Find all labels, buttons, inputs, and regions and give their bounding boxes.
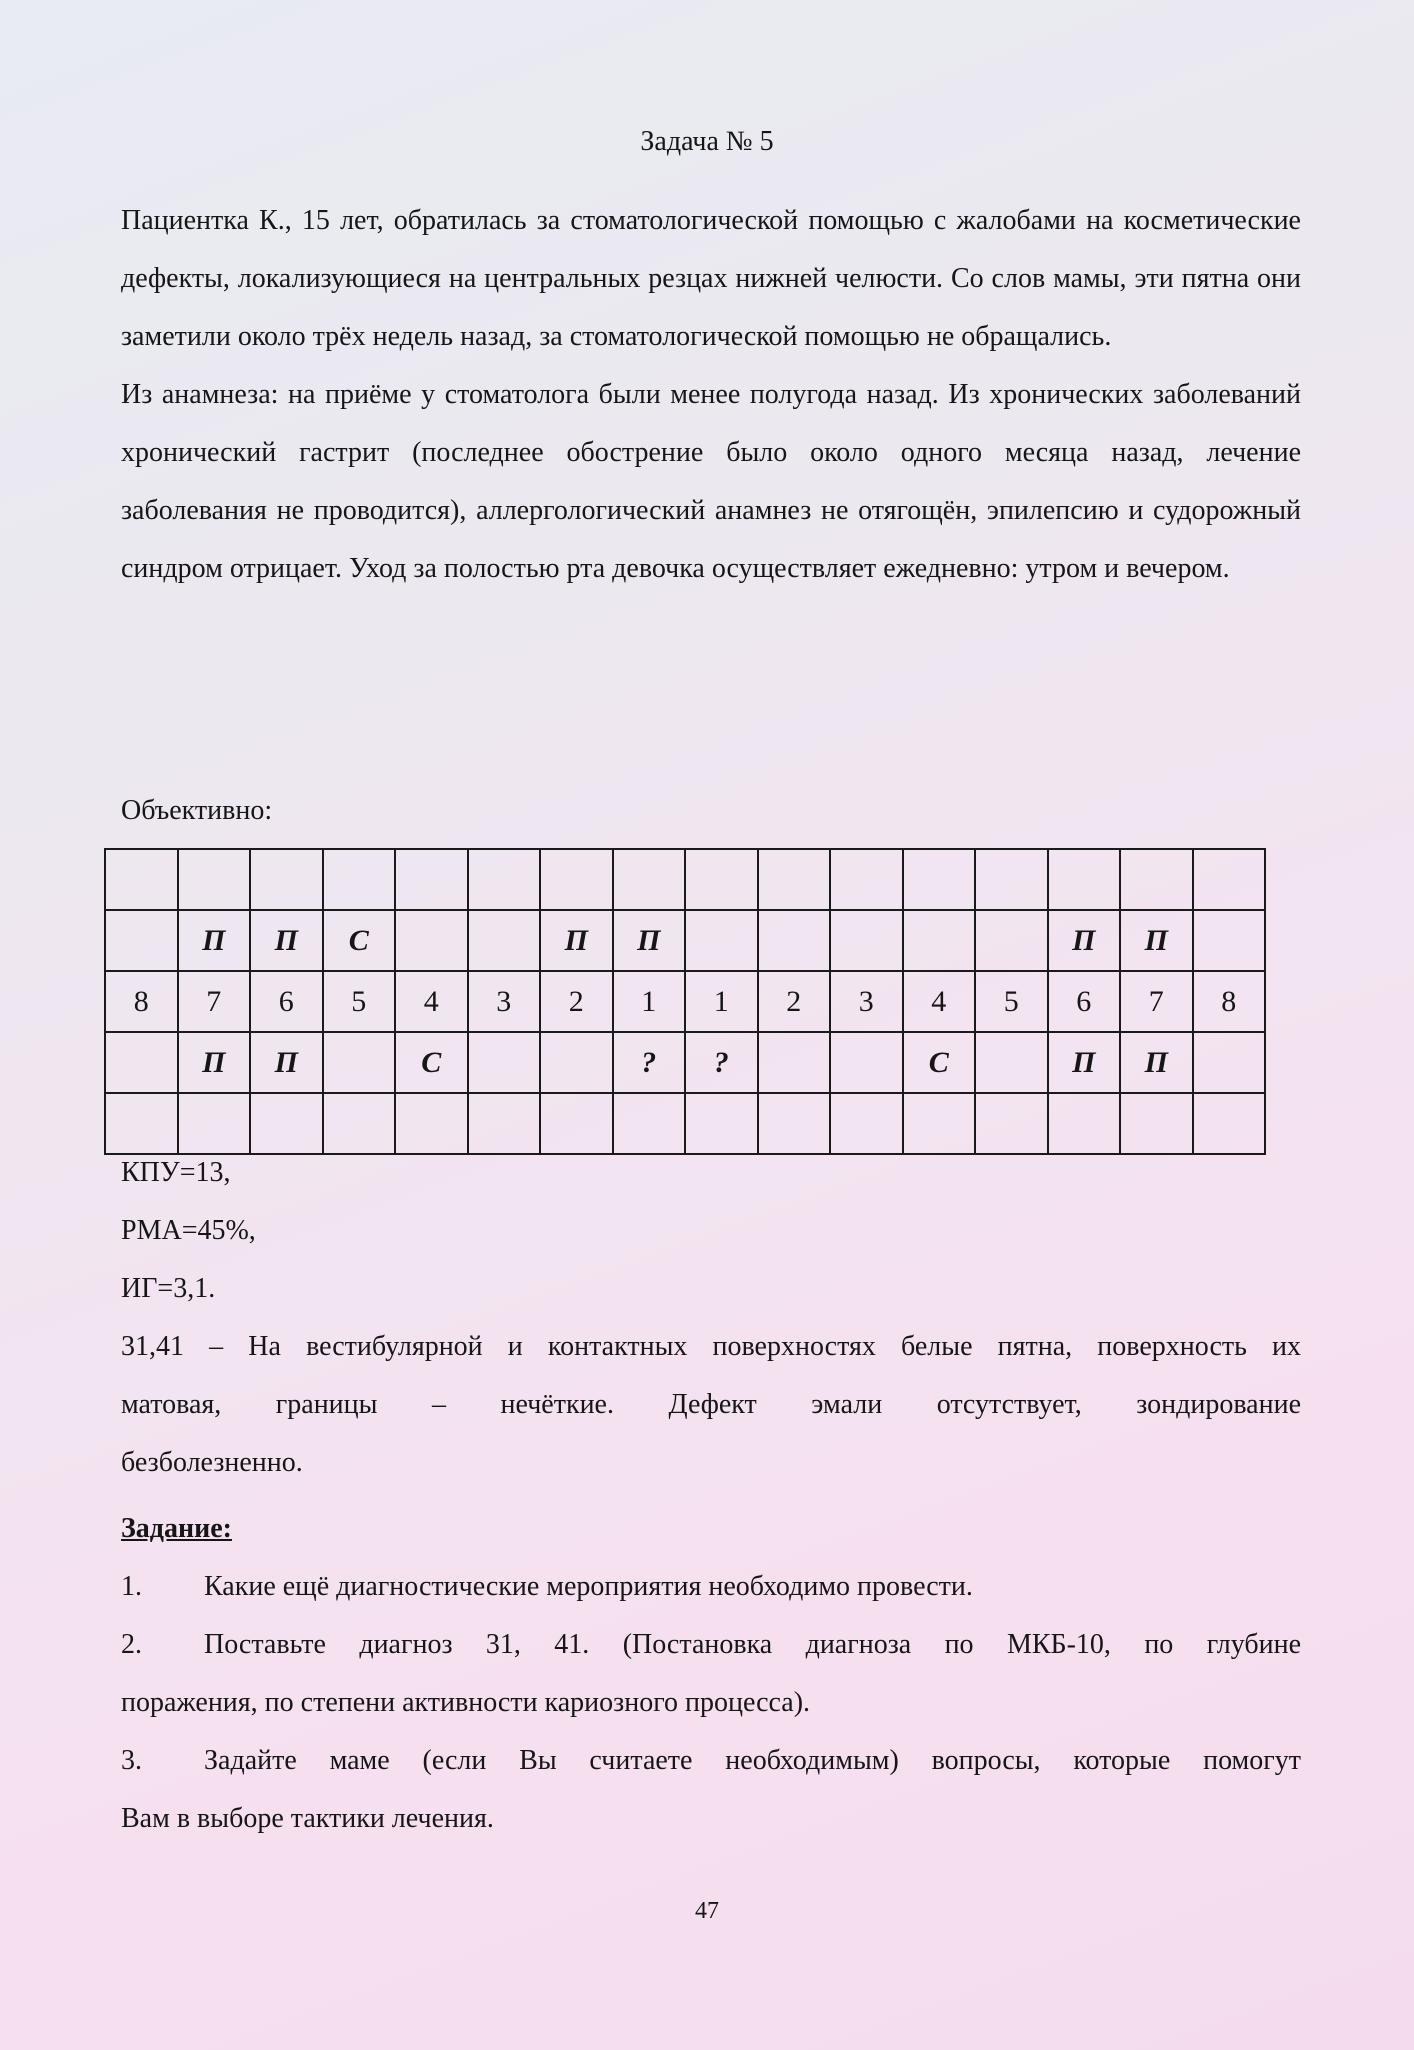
tooth-number-cell: 7 <box>1120 971 1193 1032</box>
tooth-status-cell <box>758 1032 831 1093</box>
tooth-status-cell <box>830 849 903 910</box>
tooth-number-cell: 5 <box>975 971 1048 1032</box>
findings-line: матовая, границы – нечёткие. Дефект эмали отсутствует, зондирование <box>121 1389 1301 1420</box>
tooth-status-cell <box>468 1032 541 1093</box>
tooth-status-cell: С <box>323 910 396 971</box>
tooth-status-row <box>105 849 1265 910</box>
findings-line: безболезненно. <box>121 1447 303 1478</box>
tooth-number-cell: 6 <box>1048 971 1121 1032</box>
tooth-status-cell: П <box>250 1032 323 1093</box>
tooth-status-cell: С <box>395 1032 468 1093</box>
tooth-number-cell: 2 <box>758 971 831 1032</box>
task-item-text: Поставьте диагноз 31, 41. (Постановка диагноза по МКБ-10, по глубине <box>204 1629 1301 1660</box>
tooth-status-cell <box>105 849 178 910</box>
tooth-status-cell <box>758 910 831 971</box>
tooth-status-cell <box>540 849 613 910</box>
task-item-number: 3. <box>121 1745 142 1776</box>
tooth-number-cell: 4 <box>395 971 468 1032</box>
tooth-status-cell <box>105 1032 178 1093</box>
tooth-status-cell <box>178 849 251 910</box>
tooth-status-cell: П <box>1120 910 1193 971</box>
tooth-status-cell <box>468 849 541 910</box>
tooth-status-cell <box>323 849 396 910</box>
tooth-number-cell: 2 <box>540 971 613 1032</box>
tooth-status-cell <box>540 1032 613 1093</box>
page-number: 47 <box>695 1898 719 1924</box>
tooth-status-cell <box>903 849 976 910</box>
case-description <box>121 192 1301 598</box>
tooth-status-cell <box>975 910 1048 971</box>
tooth-number-cell: 7 <box>178 971 251 1032</box>
tooth-number-cell: 8 <box>105 971 178 1032</box>
tooth-status-cell <box>395 849 468 910</box>
complaint-paragraph: Пациентка К., 15 лет, обратилась за стоматологической помощью с жалобами на косметические дефекты, локализующиеся на центральных резцах нижней челюсти. Со слов мамы, эти пятна они заметили около трёх недель назад, за стоматологической помощью не обращались. <box>121 205 1301 352</box>
tooth-status-cell <box>468 910 541 971</box>
task-item <box>121 1732 1301 1790</box>
tooth-number-cell: 1 <box>613 971 686 1032</box>
hygiene-index: ИГ=3,1. <box>121 1273 216 1304</box>
tooth-status-cell <box>1193 910 1266 971</box>
tooth-number-cell: 8 <box>1193 971 1266 1032</box>
task-item-continuation: Вам в выборе тактики лечения. <box>121 1803 494 1834</box>
task-heading: Задание: <box>121 1513 232 1544</box>
tooth-status-cell <box>1193 1032 1266 1093</box>
tooth-status-cell <box>105 910 178 971</box>
tooth-status-cell: П <box>1120 1032 1193 1093</box>
tooth-status-cell: П <box>178 910 251 971</box>
tooth-number-cell: 6 <box>250 971 323 1032</box>
tooth-status-cell: ? <box>685 1032 758 1093</box>
tooth-number-cell: 3 <box>830 971 903 1032</box>
tooth-status-row <box>105 1032 1265 1093</box>
task-item-text: Задайте маме (если Вы считаете необходимым) вопросы, которые помогут <box>204 1745 1301 1776</box>
tooth-status-cell <box>975 1032 1048 1093</box>
tooth-status-cell <box>613 849 686 910</box>
tooth-status-cell <box>1048 849 1121 910</box>
tooth-status-cell <box>1120 849 1193 910</box>
tooth-status-cell <box>395 910 468 971</box>
task-item-number: 1. <box>121 1571 142 1602</box>
tooth-status-cell <box>758 849 831 910</box>
tooth-status-cell: П <box>1048 1032 1121 1093</box>
tooth-number-row <box>105 971 1265 1032</box>
indices-block <box>121 1144 1301 1318</box>
task-item-text: Какие ещё диагностические мероприятия необходимо провести. <box>204 1571 973 1602</box>
task-item <box>121 1558 1301 1616</box>
task-item-continuation: поражения, по степени активности кариозного процесса). <box>121 1687 811 1718</box>
tooth-status-cell: П <box>540 910 613 971</box>
tooth-status-cell: П <box>178 1032 251 1093</box>
task-title: Задача № 5 <box>640 126 774 157</box>
tooth-status-cell: С <box>903 1032 976 1093</box>
findings-line: 31,41 – На вестибулярной и контактных поверхностях белые пятна, поверхность их <box>121 1331 1301 1362</box>
objective-label: Объективно: <box>121 795 273 826</box>
tooth-status-cell <box>975 849 1048 910</box>
tooth-status-cell <box>323 1032 396 1093</box>
task-block <box>121 1500 1301 1848</box>
task-item-number: 2. <box>121 1629 142 1660</box>
tooth-status-cell: П <box>613 910 686 971</box>
tooth-status-row <box>105 910 1265 971</box>
pma-index: РМА=45%, <box>121 1215 256 1246</box>
tooth-status-cell <box>830 910 903 971</box>
tooth-status-cell: П <box>1048 910 1121 971</box>
tooth-number-cell: 4 <box>903 971 976 1032</box>
tooth-number-cell: 3 <box>468 971 541 1032</box>
tooth-status-cell <box>903 910 976 971</box>
anamnesis-paragraph: Из анамнеза: на приёме у стоматолога были менее полугода назад. Из хронических заболеваний хронический гастрит (последнее обострение было около одного месяца назад, лечение заболевания не проводится), аллергологический анамнез не отягощён, эпилепсию и судорожный синдром отрицает. Уход за полостью рта девочка осуществляет ежедневно: утром и вечером. <box>121 379 1301 584</box>
findings-block <box>121 1318 1301 1492</box>
dental-formula-table <box>104 848 1266 1155</box>
tooth-number-cell: 5 <box>323 971 396 1032</box>
tooth-status-cell <box>1193 849 1266 910</box>
tooth-status-cell <box>830 1032 903 1093</box>
tooth-status-cell <box>250 849 323 910</box>
kpu-index: КПУ=13, <box>121 1157 231 1188</box>
tooth-status-cell: ? <box>613 1032 686 1093</box>
task-item <box>121 1616 1301 1674</box>
tooth-status-cell: П <box>250 910 323 971</box>
tooth-status-cell <box>685 910 758 971</box>
tooth-number-cell: 1 <box>685 971 758 1032</box>
tooth-status-cell <box>685 849 758 910</box>
